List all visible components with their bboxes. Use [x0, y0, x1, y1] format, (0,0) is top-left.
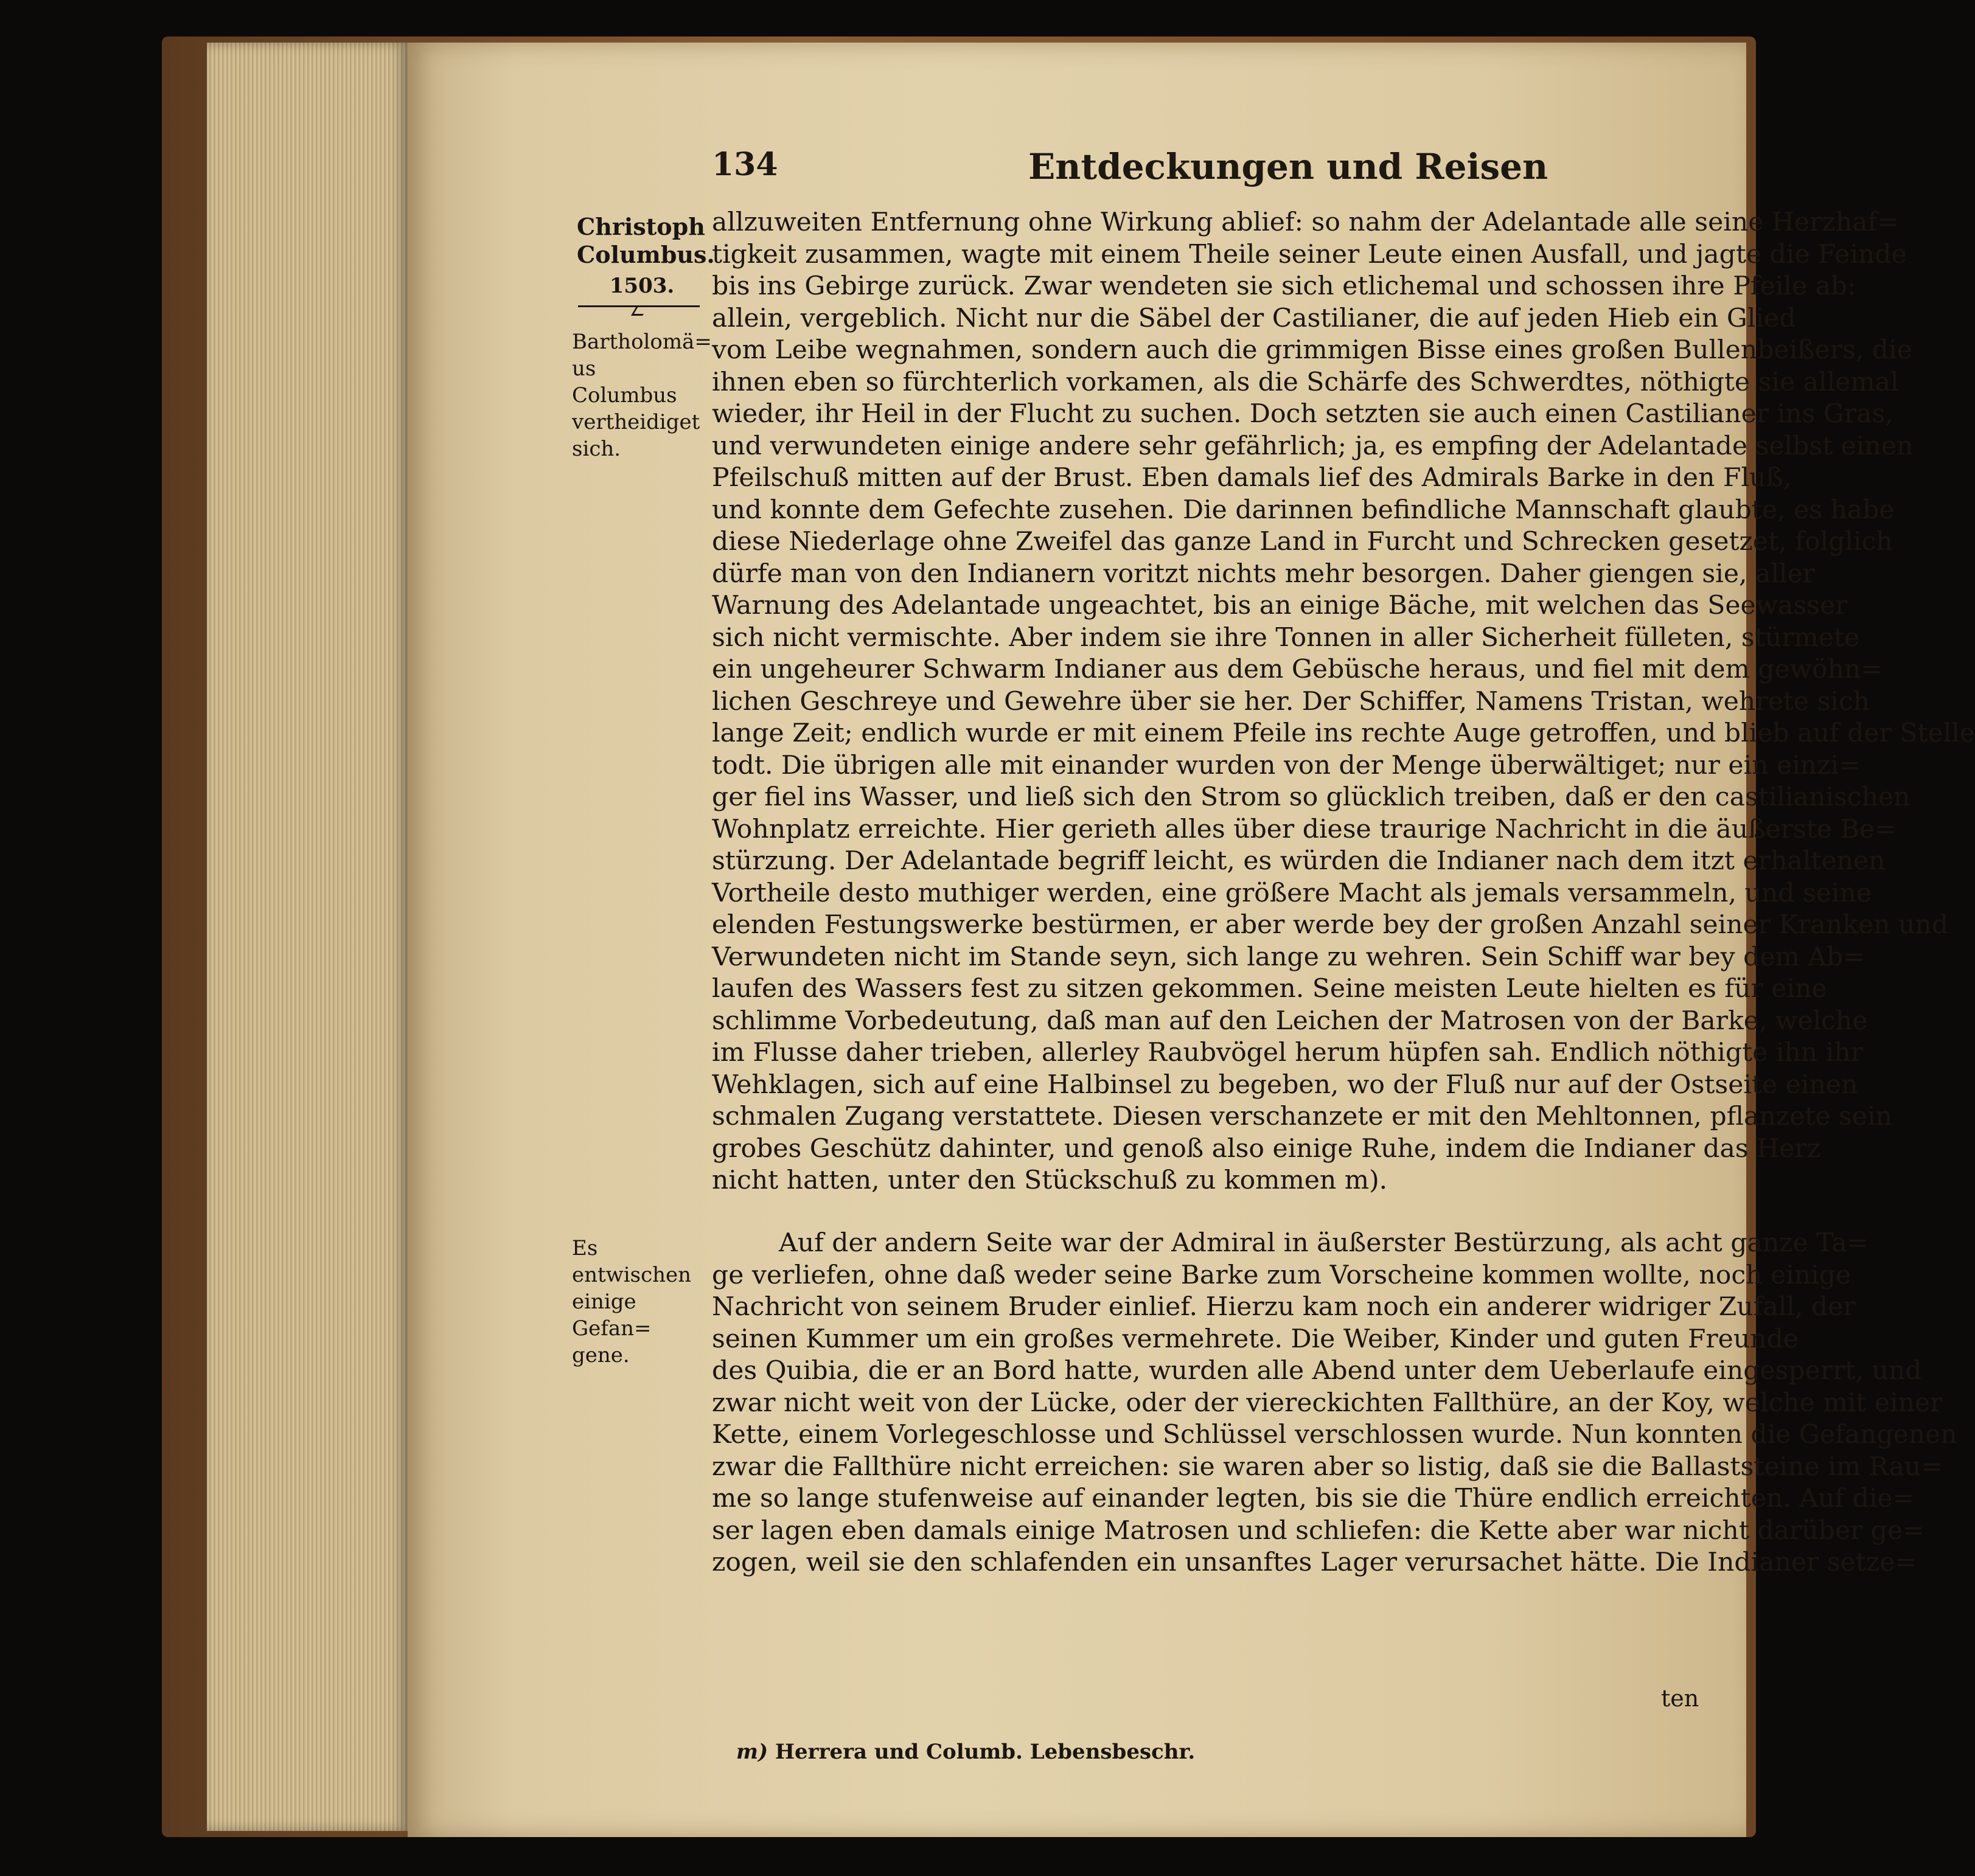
- text-line: nicht hatten, unter den Stückschuß zu kommen m).: [712, 1166, 1388, 1195]
- margin-ornament-rule: [578, 303, 700, 315]
- text-line: Kette, einem Vorlegeschlosse und Schlüssel verschlossen wurde. Nun konnten die Gefangenen: [712, 1420, 1957, 1450]
- text-line: Warnung des Adelantade ungeachtet, bis an einige Bäche, mit welchen das Seewasser: [712, 591, 1848, 620]
- margin-note-year: 1503.: [609, 274, 675, 298]
- text-line: und verwundeten einige andere sehr gefährlich; ja, es empfing der Adelantade selbst einen: [712, 431, 1914, 461]
- text-line: Nachricht von seinem Bruder einlief. Hierzu kam noch ein anderer widriger Zufall, der: [712, 1292, 1856, 1322]
- text-line: bis ins Gebirge zurück. Zwar wendeten sie sich etlichemal und schossen ihre Pfeile ab:: [712, 271, 1856, 301]
- text-line: schmalen Zugang verstattete. Diesen verschanzete er mit den Mehltonnen, pflanzete sein: [712, 1102, 1892, 1131]
- text-line: zogen, weil sie den schlafenden ein unsanftes Lager verursachet hätte. Die Indianer setze=: [712, 1548, 1917, 1577]
- running-title: Entdeckungen und Reisen: [1028, 146, 1548, 187]
- text-line: Auf der andern Seite war der Admiral in äußerster Bestürzung, als acht ganze Ta=: [779, 1228, 1869, 1258]
- paragraph-1: [712, 207, 1975, 1197]
- text-line: allein, vergeblich. Nicht nur die Säbel der Castilianer, die auf jeden Hieb ein Glied: [712, 303, 1796, 333]
- text-line: Wohnplatz erreichte. Hier gerieth alles über diese traurige Nachricht in die äußerste Be=: [712, 814, 1897, 844]
- text-line: seinen Kummer um ein großes vermehrete. Die Weiber, Kinder und guten Freunde: [712, 1324, 1799, 1354]
- text-line: im Flusse daher trieben, allerley Raubvögel herum hüpfen sah. Endlich nöthigte ihn ihr: [712, 1038, 1863, 1068]
- text-line: ein ungeheurer Schwarm Indianer aus dem Gebüsche heraus, und fiel mit dem gewöhn=: [712, 655, 1883, 684]
- text-line: dürfe man von den Indianern voritzt nichts mehr besorgen. Daher giengen sie, aller: [712, 558, 1815, 589]
- text-line: todt. Die übrigen alle mit einander wurden von der Menge überwältiget; nur ein einzi=: [712, 750, 1861, 780]
- text-line: Verwundeten nicht im Stande seyn, sich lange zu wehren. Sein Schiff war bey dem Ab=: [712, 942, 1865, 972]
- text-line: des Quibia, die er an Bord hatte, wurden alle Abend unter dem Ueberlaufe eingesperrt, und: [712, 1356, 1922, 1386]
- text-line: schlimme Vorbedeutung, daß man auf den Leichen der Matrosen von der Barke, welche: [712, 1006, 1868, 1036]
- text-line: tigkeit zusammen, wagte mit einem Theile seiner Leute einen Ausfall, und jagte die Feinde: [712, 239, 1907, 269]
- footnote-marker: m): [736, 1740, 768, 1764]
- text-line: sich nicht vermischte. Aber indem sie ihre Tonnen in aller Sicherheit fülleten, stürmete: [712, 622, 1860, 653]
- paragraph-2: [712, 1228, 1957, 1579]
- text-line: me so lange stufenweise auf einander legten, bis sie die Thüre endlich erreichten. Auf die=: [712, 1484, 1915, 1513]
- margin-note-entwischen: Es entwischen einige Gefan= gene.: [572, 1236, 692, 1367]
- text-line: ser lagen eben damals einige Matrosen und schliefen: die Kette aber war nicht darüber ge=: [712, 1515, 1924, 1546]
- text-line: Vortheile desto muthiger werden, eine größere Macht als jemals versammeln, und seine: [712, 878, 1872, 908]
- text-line: grobes Geschütz dahinter, und genoß also einige Ruhe, indem die Indianer das Herz: [712, 1133, 1821, 1164]
- text-line: laufen des Wassers fest zu sitzen gekommen. Seine meisten Leute hielten es für eine: [712, 974, 1827, 1004]
- footnote-text: Herrera und Columb. Lebensbeschr.: [775, 1740, 1196, 1764]
- text-line: zwar die Fallthüre nicht erreichen: sie waren aber so listig, daß sie die Ballaststeine im Rau=: [712, 1451, 1943, 1482]
- margin-note-name: Christoph Columbus.: [577, 213, 715, 268]
- page-number: 134: [712, 146, 778, 183]
- text-line: allzuweiten Entfernung ohne Wirkung ablief: so nahm der Adelantade alle seine Herzhaf=: [712, 207, 1899, 237]
- margin-note-bartholomaeus: Bartholomä= us Columbus vertheidiget sich.: [572, 330, 712, 461]
- text-line: vom Leibe wegnahmen, sondern auch die grimmigen Bisse eines großen Bullenbeißers, die: [712, 335, 1912, 365]
- text-line: ihnen eben so fürchterlich vorkamen, als die Schärfe des Schwerdtes, nöthigte sie allemal: [712, 367, 1899, 397]
- catchword: ten: [1661, 1685, 1699, 1712]
- text-line: wieder, ihr Heil in der Flucht zu suchen. Doch setzten sie auch einen Castilianer ins Gras,: [712, 399, 1893, 429]
- text-line: und konnte dem Gefechte zusehen. Die darinnen befindliche Mannschaft glaubte, es habe: [712, 495, 1895, 525]
- text-line: stürzung. Der Adelantade begriff leicht, es würden die Indianer nach dem itzt erhaltenen: [712, 846, 1886, 876]
- text-line: zwar nicht weit von der Lücke, oder der viereckichten Fallthüre, an der Koy, welche mit einer: [712, 1388, 1943, 1418]
- page-edges: [207, 43, 408, 1831]
- text-line: Pfeilschuß mitten auf der Brust. Eben damals lief des Admirals Barke in den Fluß,: [712, 463, 1792, 493]
- text-line: ger fiel ins Wasser, und ließ sich den Strom so glücklich treiben, daß er den castilianischen: [712, 782, 1911, 812]
- text-line: lange Zeit; endlich wurde er mit einem Pfeile ins rechte Auge getroffen, und blieb auf der Stelle: [712, 718, 1975, 748]
- text-line: ge verliefen, ohne daß weder seine Barke zum Vorscheine kommen wollte, noch einige: [712, 1260, 1851, 1290]
- text-line: Wehklagen, sich auf eine Halbinsel zu begeben, wo der Fluß nur auf der Ostseite einen: [712, 1069, 1858, 1100]
- text-line: lichen Geschreye und Gewehre über sie her. Der Schiffer, Namens Tristan, wehrete sich: [712, 686, 1870, 717]
- text-line: elenden Festungswerke bestürmen, er aber werde bey der großen Anzahl seiner Kranken und: [712, 910, 1948, 940]
- text-line: diese Niederlage ohne Zweifel das ganze Land in Furcht und Schrecken gesetzet, folglich: [712, 527, 1893, 557]
- footnote: [736, 1740, 1195, 1764]
